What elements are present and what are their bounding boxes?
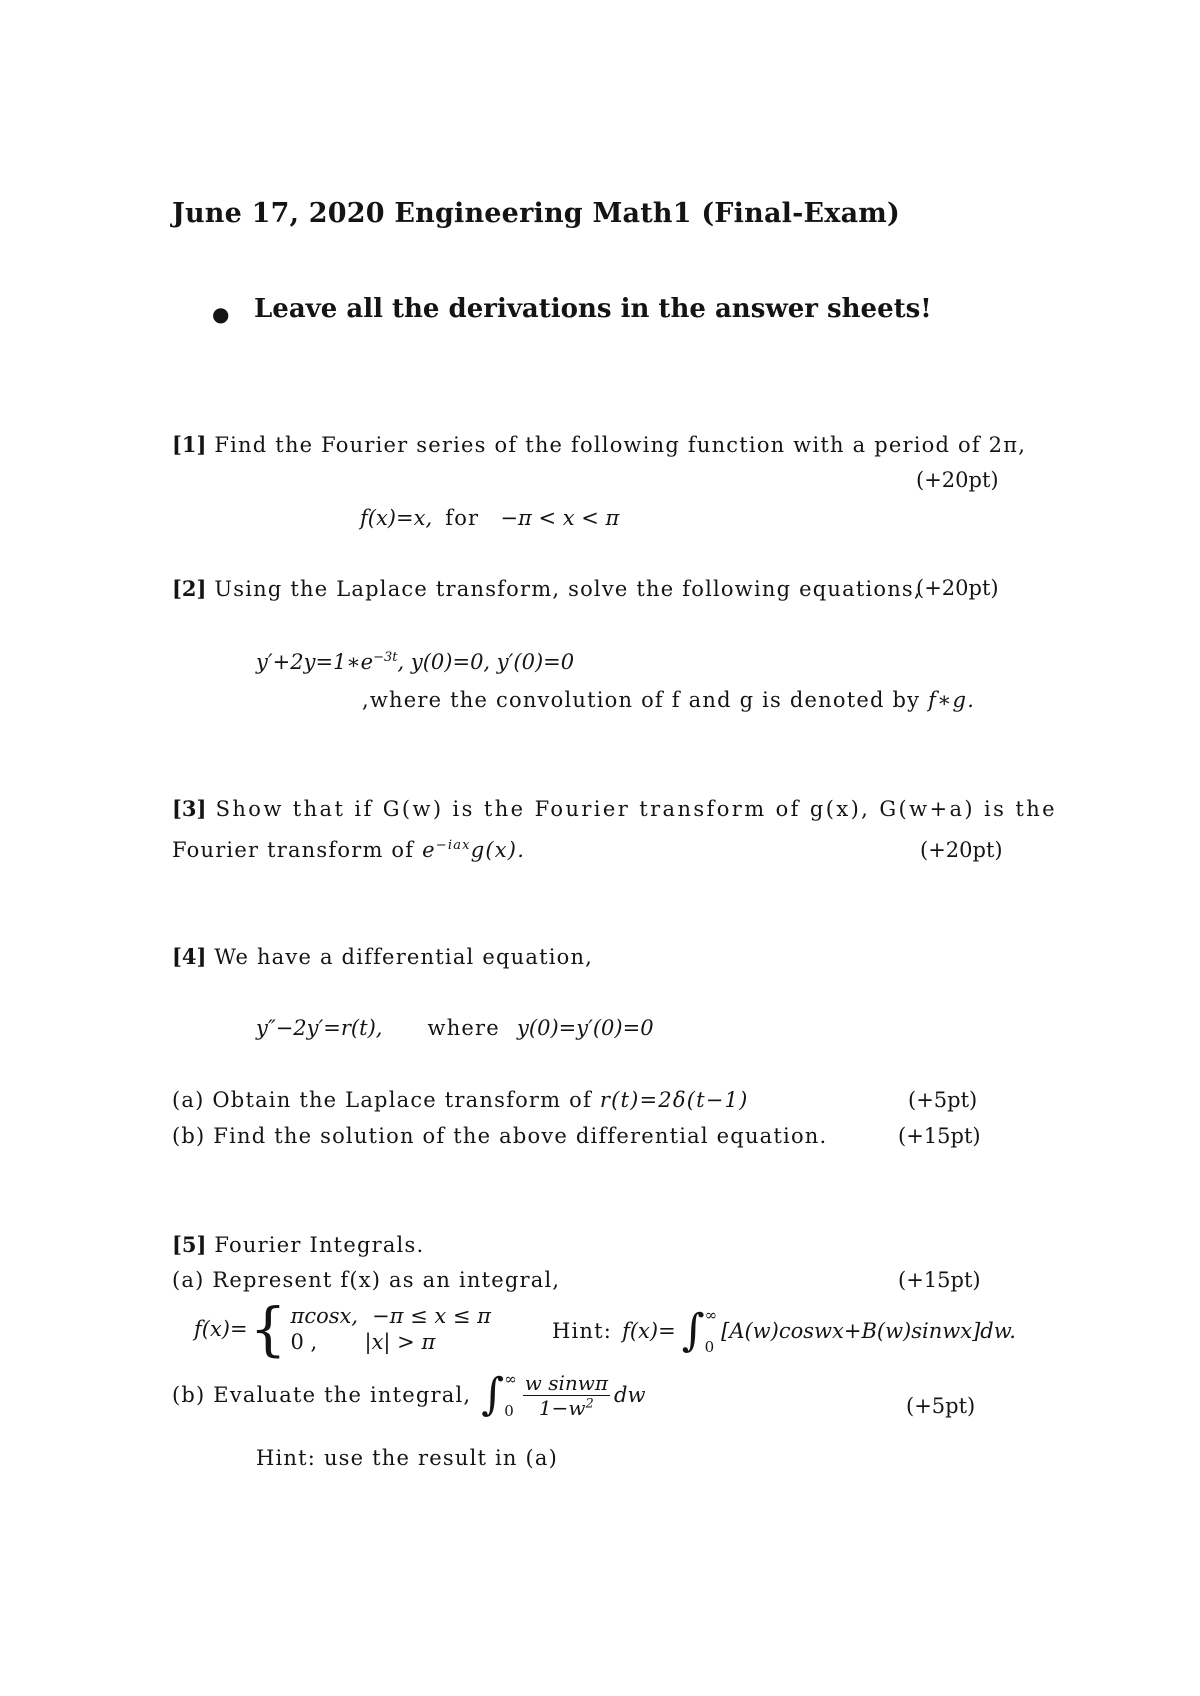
- instruction-text: Leave all the derivations in the answer sheets!: [254, 294, 932, 324]
- problem-points: (+15pt): [898, 1268, 981, 1292]
- problem-5b: (b) Evaluate the integral, ∫ ∞ 0 $\frac{\text{w sinwπ}}{1-w^2}$ dw: [172, 1369, 646, 1420]
- problem-number: [2]: [172, 576, 207, 601]
- problem-text: Find the Fourier series of the following function with a period of 2π,: [214, 433, 1027, 457]
- problem-3-line-2: Fourier transform of $e^{-iax}g(x)$.: [172, 838, 526, 862]
- problem-number: [5]: [172, 1232, 207, 1257]
- problem-text: We have a differential equation,: [214, 945, 594, 969]
- problem-3: [172, 796, 1057, 821]
- problem-number: [1]: [172, 432, 207, 457]
- problem-text: Fourier Integrals.: [214, 1233, 425, 1257]
- bullet-icon: ●: [212, 302, 230, 326]
- equation: $y'+2y=1∗e^{-3t}$, y(0)=0, y′(0)=0: [256, 650, 575, 674]
- problem-number: [4]: [172, 944, 207, 969]
- problem-1: [172, 432, 1026, 457]
- equation: y″−2y′=r(t), where y(0)=y′(0)=0: [256, 1016, 654, 1040]
- problem-5: [172, 1232, 424, 1257]
- problem-4: [172, 944, 593, 969]
- problem-5b-hint: Hint: use the result in (a): [256, 1446, 559, 1470]
- integral-icon: ∫: [481, 1369, 505, 1420]
- problem-2: [172, 576, 922, 601]
- hint-formula: Hint: f(x)= ∫ ∞ 0 [A(w)coswx+B(w)sinwx]dw.: [552, 1305, 1016, 1356]
- problem-4a: (a) Obtain the Laplace transform of r(t)=2δ(t−1): [172, 1088, 749, 1112]
- problem-number: [3]: [172, 796, 207, 821]
- fraction: $\frac{\text{w sinwπ}}{1-w^2}$: [524, 1370, 609, 1420]
- page-title: June 17, 2020 Engineering Math1 (Final-Exam): [172, 198, 901, 229]
- problem-points: (+15pt): [898, 1124, 981, 1148]
- problem-points: (+5pt): [906, 1394, 976, 1418]
- cases: πcosx, −π ≤ x ≤ π 0 , |x| > π: [290, 1303, 491, 1354]
- problem-points: (+20pt): [916, 468, 999, 492]
- problem-5a: (a) Represent f(x) as an integral,: [172, 1268, 561, 1292]
- problem-points: (+20pt): [916, 576, 999, 600]
- problem-points: (+20pt): [920, 838, 1003, 862]
- problem-points: (+5pt): [908, 1088, 978, 1112]
- piecewise-function: f(x)= { πcosx, −π ≤ x ≤ π 0 , |x| > π: [194, 1295, 491, 1363]
- problem-text: Show that if G(w) is the Fourier transform of g(x), G(w+a) is the: [215, 797, 1058, 821]
- brace-icon: {: [249, 1295, 287, 1363]
- integral-icon: ∫: [681, 1305, 705, 1356]
- convolution-note: ,where the convolution of f and g is denoted by f∗g.: [362, 688, 976, 712]
- equation: f(x)=x, for −π < x < π: [360, 506, 620, 530]
- problem-text: Using the Laplace transform, solve the following equations,: [214, 577, 922, 601]
- problem-4b: (b) Find the solution of the above differential equation.: [172, 1124, 828, 1148]
